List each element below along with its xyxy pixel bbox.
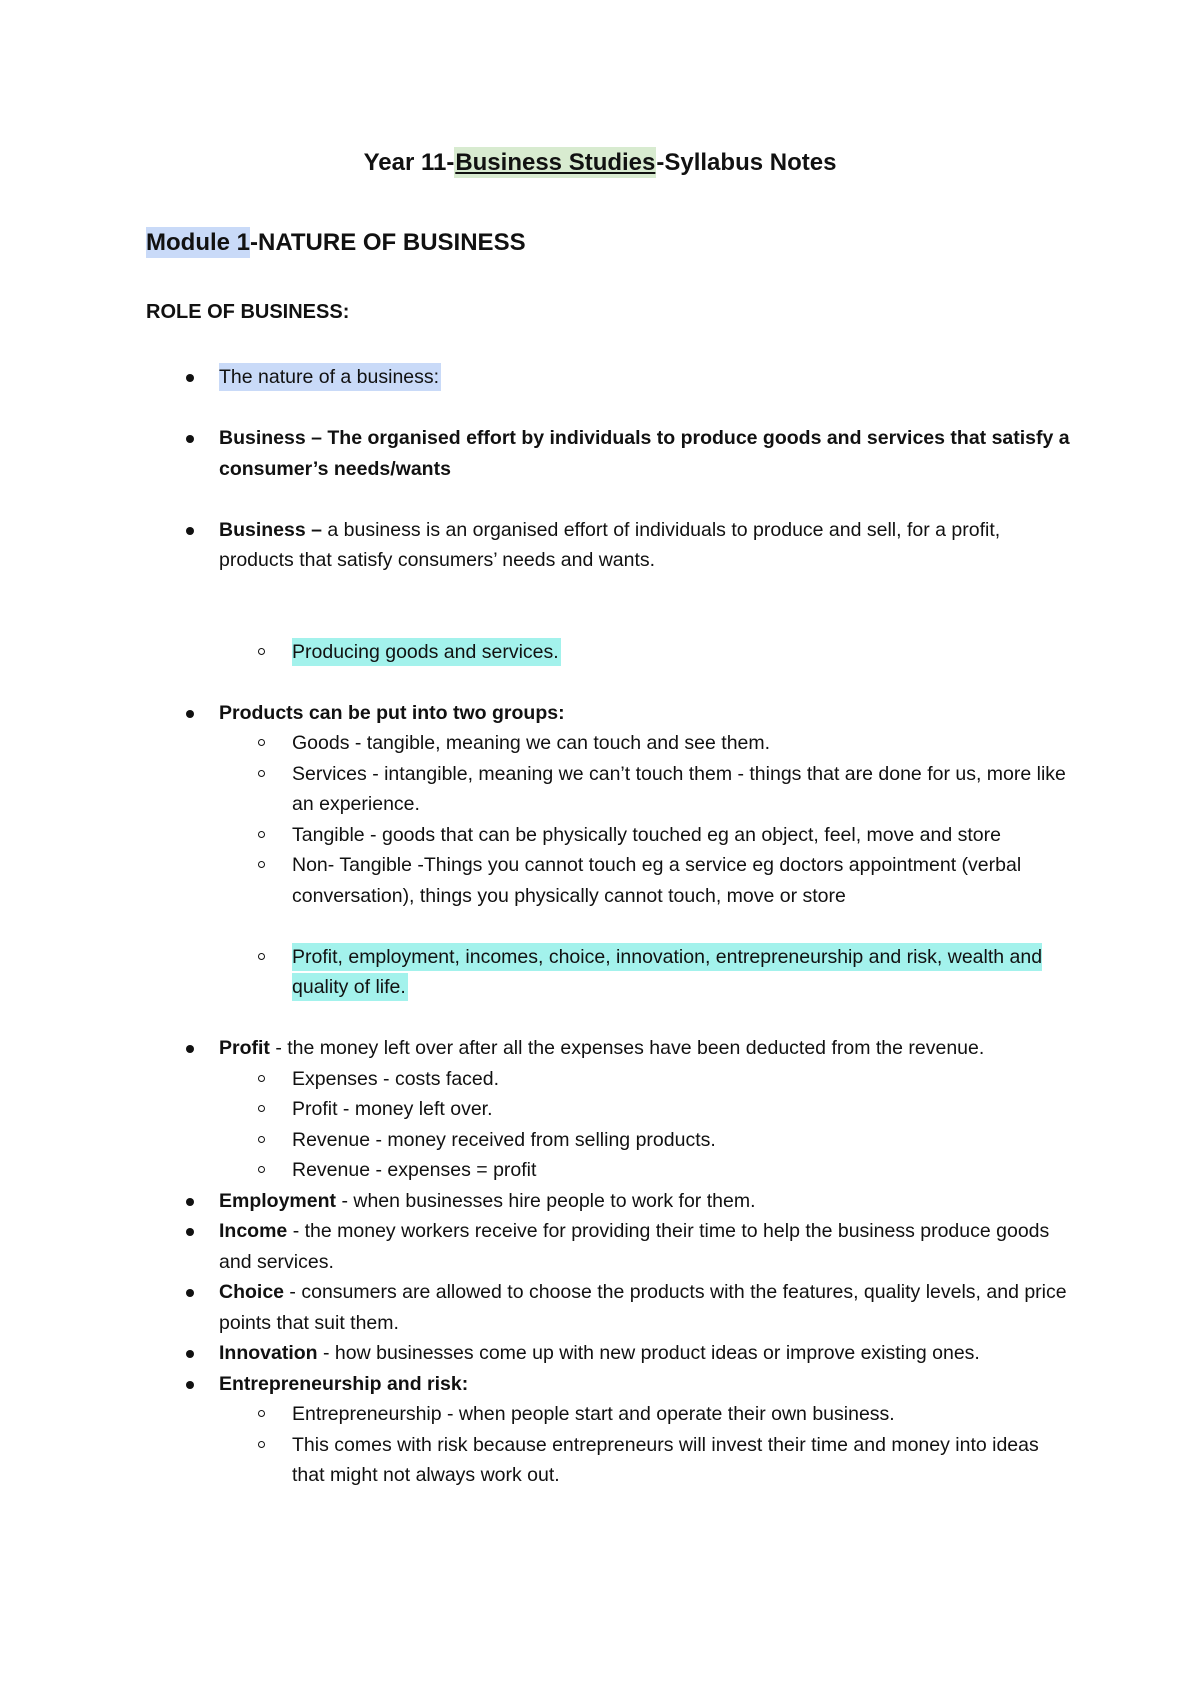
employment-label: Employment	[219, 1189, 337, 1212]
page-title	[0, 148, 1200, 178]
profit-sub-text: Profit - money left over.	[292, 1098, 493, 1120]
sub-list-item	[146, 728, 1076, 759]
profit-text: - the money left over after all the expenses have been deducted from the revenue.	[269, 1037, 985, 1059]
sub-list-item	[146, 1094, 1076, 1125]
sub-list-item	[146, 759, 1076, 820]
services-text: Services - intangible, meaning we can’t touch them - things that are done for us, more like an experience.	[292, 762, 1066, 815]
list-item	[146, 362, 1076, 393]
module-rest: -NATURE OF BUSINESS	[250, 229, 526, 256]
title-prefix: Year 11-	[363, 149, 455, 176]
nontangible-text: Non- Tangible -Things you cannot touch eg a service eg doctors appointment (verbal conversation), things you physically cannot touch, move or store	[292, 854, 1022, 907]
title-highlight: Business Studies	[455, 149, 656, 176]
entrepreneurship-heading: Entrepreneurship and risk:	[219, 1372, 469, 1395]
sub-list-item	[146, 1430, 1076, 1491]
title-suffix: -Syllabus Notes	[656, 149, 837, 176]
choice-label: Choice	[219, 1281, 285, 1303]
list-item	[146, 515, 1076, 576]
list-item	[146, 1277, 1076, 1338]
goods-text: Goods - tangible, meaning we can touch and see them.	[292, 732, 771, 754]
list-item	[146, 1338, 1076, 1369]
innovation-text: - how businesses come up with new product ideas or improve existing ones.	[317, 1342, 980, 1364]
module-highlight: Module 1	[146, 229, 251, 256]
sub-list-item	[146, 1155, 1076, 1186]
sub-list-item	[146, 942, 1076, 1003]
sub-list-item	[146, 1399, 1076, 1430]
expenses-text: Expenses - costs faced.	[292, 1067, 500, 1090]
revenue-text: Revenue - money received from selling products.	[292, 1128, 716, 1151]
business-def-2-label: Business –	[219, 518, 322, 541]
notes-list	[146, 362, 1076, 1491]
module-heading	[146, 228, 526, 258]
sub-list-item	[146, 820, 1076, 851]
profit-list-text: Profit, employment, incomes, choice, innovation, entrepreneurship and risk, wealth and quality of life.	[292, 943, 1042, 1002]
innovation-label: Innovation	[219, 1342, 318, 1364]
risk-text: This comes with risk because entrepreneurs will invest their time and money into ideas that might not always work out.	[292, 1433, 1039, 1486]
profit-label: Profit	[219, 1037, 270, 1059]
list-item	[146, 698, 1076, 729]
business-def-2-text: a business is an organised effort of individuals to produce and sell, for a profit, products that satisfy consumers’ needs and wants.	[219, 518, 1001, 571]
section-heading: ROLE OF BUSINESS:	[146, 301, 350, 323]
income-text: - the money workers receive for providing their time to help the business produce goods and services.	[219, 1220, 1050, 1273]
list-item	[146, 1216, 1076, 1277]
list-item	[146, 1186, 1076, 1217]
tangible-text: Tangible - goods that can be physically touched eg an object, feel, move and store	[292, 823, 1001, 846]
list-item	[146, 1369, 1076, 1400]
list-item	[146, 423, 1076, 484]
business-def-1: Business – The organised effort by individuals to produce goods and services that satisfy a consumer’s needs/wants	[219, 427, 1070, 480]
producing-text: Producing goods and services.	[292, 638, 561, 666]
employment-text: - when businesses hire people to work for them.	[336, 1189, 756, 1212]
entrepreneurship-text: Entrepreneurship - when people start and operate their own business.	[292, 1403, 895, 1425]
list-item	[146, 1033, 1076, 1064]
products-heading: Products can be put into two groups:	[219, 701, 565, 724]
sub-list-item	[146, 1125, 1076, 1156]
sub-list-item	[146, 850, 1076, 911]
income-label: Income	[219, 1220, 288, 1242]
sub-list-item	[146, 637, 1076, 668]
choice-text: - consumers are allowed to choose the products with the features, quality levels, and price points that suit them.	[219, 1281, 1067, 1334]
nature-text: The nature of a business:	[219, 363, 441, 391]
sub-list-item	[146, 1064, 1076, 1095]
formula-text: Revenue - expenses = profit	[292, 1159, 537, 1181]
